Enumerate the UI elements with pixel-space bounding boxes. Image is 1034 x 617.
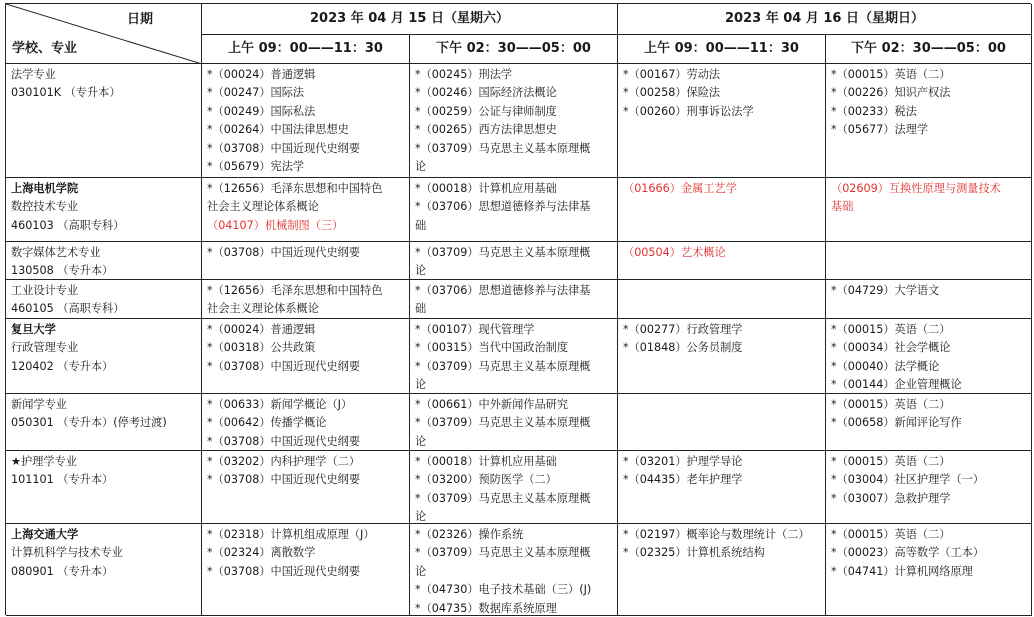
course-cell-d1pm	[410, 319, 618, 394]
course-line: *（03708）中国近现代史纲要	[207, 141, 361, 155]
major-line: ★护理学专业	[11, 455, 77, 468]
course-line: 基础	[831, 200, 854, 214]
course-line: 论	[415, 378, 427, 392]
school-major-cell	[6, 394, 202, 451]
course-line: （00504）艺术概论	[623, 246, 726, 259]
course-line: *（00265）西方法律思想史	[415, 123, 557, 137]
course-line: *（00015）英语（二）	[831, 455, 951, 468]
major-line: 130508 （专升本）	[11, 264, 114, 278]
course-cell-d1am	[202, 451, 410, 524]
corner-school-label: 学校、专业	[12, 40, 78, 56]
course-cell-d1pm	[410, 178, 618, 242]
major-line: 460103 （高职专科）	[11, 218, 125, 232]
major-line: 030101K （专升本）	[11, 86, 121, 100]
course-line: *（03706）思想道德修养与法律基	[415, 200, 591, 214]
course-cell-d1am	[202, 178, 410, 242]
course-line: *（00318）公共政策	[207, 341, 316, 355]
course-line: 社会主义理论体系概论	[207, 200, 319, 214]
major-line: 工业设计专业	[11, 284, 79, 297]
header-corner-cell	[6, 4, 202, 64]
course-cell-d2pm	[826, 451, 1032, 524]
course-line: *（00015）英语（二）	[831, 528, 951, 541]
course-line: 社会主义理论体系概论	[207, 302, 319, 316]
day2-header: 2023 年 04 月 16 日（星期日）	[618, 4, 1032, 35]
course-line: *（00023）高等数学（工本）	[831, 546, 985, 560]
course-cell-d2pm	[826, 319, 1032, 394]
course-line: *（04729）大学语文	[831, 284, 940, 297]
course-cell-d1am	[202, 319, 410, 394]
course-cell-d1am	[202, 242, 410, 280]
course-cell-d1am	[202, 64, 410, 178]
course-line: *（03709）马克思主义基本原理概	[415, 246, 591, 259]
course-line: *（04435）老年护理学	[623, 473, 743, 487]
course-line: *（00315）当代中国政治制度	[415, 341, 569, 355]
course-line: *（00107）现代管理学	[415, 323, 535, 336]
course-line: 论	[415, 264, 427, 278]
course-cell-d2pm	[826, 242, 1032, 280]
course-line: *（00040）法学概论	[831, 359, 940, 373]
course-cell-d2am	[618, 394, 826, 451]
course-line: *（02326）操作系统	[415, 528, 524, 541]
course-cell-d2pm	[826, 524, 1032, 616]
course-cell-d2pm	[826, 394, 1032, 451]
course-line: *（00264）中国法律思想史	[207, 123, 349, 137]
course-line: *（03007）急救护理学	[831, 491, 951, 505]
major-line: 数控技术专业	[11, 200, 79, 214]
school-name: 复旦大学	[11, 323, 56, 336]
course-line: *（00258）保险法	[623, 86, 721, 100]
course-line: *（00633）新闻学概论（J）	[207, 398, 353, 411]
major-line: 101101 （专升本）	[11, 473, 114, 487]
course-cell-d2am	[618, 178, 826, 242]
course-cell-d1pm	[410, 242, 618, 280]
school-major-cell	[6, 242, 202, 280]
school-name: 上海交通大学	[11, 528, 79, 541]
course-line: *（03201）护理学导论	[623, 455, 743, 468]
course-line: *（03709）马克思主义基本原理概	[415, 416, 591, 430]
course-line: *（00015）英语（二）	[831, 323, 951, 336]
course-line: *（00015）英语（二）	[831, 68, 951, 81]
course-line: *（04735）数据库系统原理	[415, 601, 557, 615]
course-line: *（12656）毛泽东思想和中国特色	[207, 182, 383, 195]
course-line: 论	[415, 564, 427, 578]
course-cell-d1pm	[410, 451, 618, 524]
course-line: *（03200）预防医学（二）	[415, 473, 557, 487]
course-line: *（00024）普通逻辑	[207, 68, 316, 81]
course-line: *（05679）宪法学	[207, 160, 305, 174]
course-line: *（00247）国际法	[207, 86, 305, 100]
course-cell-d2am	[618, 451, 826, 524]
major-line: 数字媒体艺术专业	[11, 246, 101, 259]
course-line: *（04741）计算机网络原理	[831, 564, 973, 578]
course-cell-d2pm	[826, 64, 1032, 178]
course-line: *（00018）计算机应用基础	[415, 182, 557, 195]
course-cell-d1am	[202, 524, 410, 616]
course-line: *（00018）计算机应用基础	[415, 455, 557, 468]
exam-schedule-table	[5, 3, 1031, 615]
course-line: *（03708）中国近现代史纲要	[207, 359, 361, 373]
major-line: 080901 （专升本）	[11, 564, 114, 578]
school-name: 上海电机学院	[11, 182, 79, 195]
course-line: 论	[415, 160, 427, 174]
course-cell-d1pm	[410, 64, 618, 178]
school-major-cell	[6, 178, 202, 242]
course-line: *（03004）社区护理学（一）	[831, 473, 985, 487]
school-major-cell	[6, 280, 202, 319]
course-line: *（00024）普通逻辑	[207, 323, 316, 336]
course-line: *（03202）内科护理学（二）	[207, 455, 361, 468]
course-cell-d2pm	[826, 178, 1032, 242]
course-line: *（00658）新闻评论写作	[831, 416, 962, 430]
course-line: *（03706）思想道德修养与法律基	[415, 284, 591, 297]
course-line: *（00015）英语（二）	[831, 398, 951, 411]
course-line: *（00642）传播学概论	[207, 416, 327, 430]
day1-pm-header: 下午 02：30——05：00	[410, 35, 618, 64]
course-line: *（00260）刑事诉讼法学	[623, 104, 754, 118]
course-line: （01666）金属工艺学	[623, 182, 737, 195]
course-line: 础	[415, 218, 427, 232]
major-line: 行政管理专业	[11, 341, 79, 355]
course-cell-d1am	[202, 280, 410, 319]
course-line: *（03708）中国近现代史纲要	[207, 473, 361, 487]
course-line: *（03709）马克思主义基本原理概	[415, 359, 591, 373]
course-line: *（05677）法理学	[831, 123, 929, 137]
course-line: *（00167）劳动法	[623, 68, 721, 81]
course-cell-d1pm	[410, 394, 618, 451]
course-line: 论	[415, 510, 427, 524]
course-line: *（02324）离散数学	[207, 546, 316, 560]
course-line: *（01848）公务员制度	[623, 341, 743, 355]
course-line: *（04730）电子技术基础（三）(J)	[415, 583, 592, 597]
course-line: *（03709）马克思主义基本原理概	[415, 491, 591, 505]
course-line: *（02318）计算机组成原理（J）	[207, 528, 375, 541]
course-line: *（00277）行政管理学	[623, 323, 743, 336]
course-line: *（03709）马克思主义基本原理概	[415, 546, 591, 560]
course-line: *（03709）马克思主义基本原理概	[415, 141, 591, 155]
course-line: （04107）机械制图（三）	[207, 218, 344, 232]
course-line: *（00144）企业管理概论	[831, 378, 962, 392]
course-line: *（02325）计算机系统结构	[623, 546, 765, 560]
course-cell-d2am	[618, 242, 826, 280]
course-line: *（12656）毛泽东思想和中国特色	[207, 284, 383, 297]
day1-header: 2023 年 04 月 15 日（星期六）	[202, 4, 618, 35]
course-cell-d1pm	[410, 280, 618, 319]
course-cell-d2am	[618, 64, 826, 178]
course-cell-d2am	[618, 280, 826, 319]
course-line: （02609）互换性原理与测量技术	[831, 182, 1001, 195]
major-line: 120402 （专升本）	[11, 359, 114, 373]
major-line: 计算机科学与技术专业	[11, 546, 123, 560]
school-major-cell	[6, 319, 202, 394]
course-line: *（00249）国际私法	[207, 104, 316, 118]
course-cell-d2pm	[826, 280, 1032, 319]
course-line: *（00661）中外新闻作品研究	[415, 398, 569, 411]
major-line: 新闻学专业	[11, 398, 67, 411]
course-line: *（00233）税法	[831, 104, 917, 118]
course-line: *（00259）公证与律师制度	[415, 104, 557, 118]
major-line: 法学专业	[11, 68, 56, 81]
course-line: *（02197）概率论与数理统计（二）	[623, 528, 810, 541]
course-line: *（00226）知识产权法	[831, 86, 951, 100]
course-line: *（00246）国际经济法概论	[415, 86, 557, 100]
course-cell-d1pm	[410, 524, 618, 616]
school-major-cell	[6, 451, 202, 524]
course-line: *（03708）中国近现代史纲要	[207, 434, 361, 448]
course-cell-d1am	[202, 394, 410, 451]
course-line: *（03708）中国近现代史纲要	[207, 564, 361, 578]
course-line: *（00034）社会学概论	[831, 341, 951, 355]
school-major-cell	[6, 64, 202, 178]
school-major-cell	[6, 524, 202, 616]
course-line: 础	[415, 302, 427, 316]
day2-am-header: 上午 09：00——11：30	[618, 35, 826, 64]
course-cell-d2am	[618, 319, 826, 394]
corner-date-label: 日期	[126, 12, 153, 27]
day1-am-header: 上午 09：00——11：30	[202, 35, 410, 64]
day2-pm-header: 下午 02：30——05：00	[826, 35, 1032, 64]
course-line: *（00245）刑法学	[415, 68, 513, 81]
major-line: 460105 （高职专科）	[11, 302, 125, 316]
course-line: *（03708）中国近现代史纲要	[207, 246, 361, 259]
course-line: 论	[415, 434, 427, 448]
major-line: 050301 （专升本）(停考过渡)	[11, 416, 167, 430]
course-cell-d2am	[618, 524, 826, 616]
